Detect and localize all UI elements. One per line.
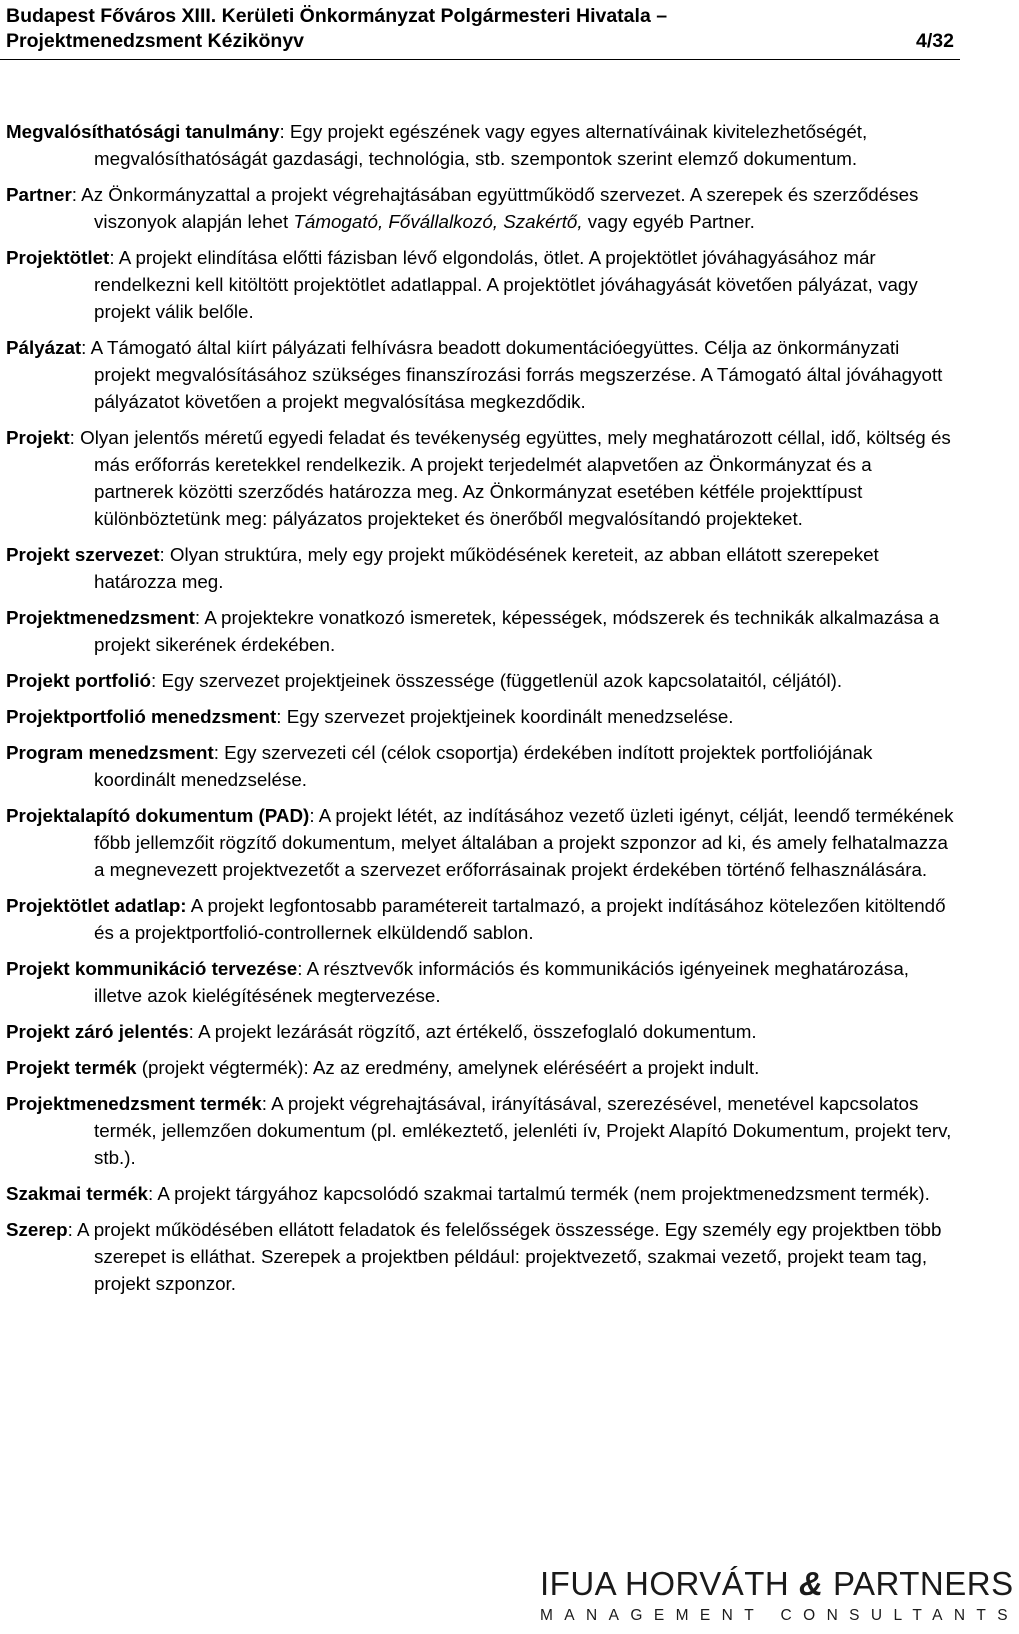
logo-wordmark: [540, 1565, 1014, 1602]
header-divider: [0, 59, 960, 60]
term-separator: :: [297, 958, 307, 979]
logo-tagline: MANAGEMENT CONSULTANTS: [540, 1607, 1019, 1624]
glossary-definition: A projekt létét, az indításához vezető üzleti igényt, célját, leendő termékének főbb jellemzőit rögzítő dokumentum, melyet általában a projekt szponzor ad ki, és amely felhatalmazza a megnevezett projektvezetőt a szervezet erőforrásainak projekt érdekében történő felhasználására.: [94, 805, 954, 880]
term-separator: :: [213, 742, 225, 763]
glossary-entry: [6, 1180, 956, 1207]
glossary-definition: A Támogató által kiírt pályázati felhívásra beadott dokumentációegyüttes. Célja az önkormányzati projekt megvalósításához szükséges finanszírozási forrás megszerzése. A Támogató által jóváhagyott pályázatot követően a projekt megvalósítása megkezdődik.: [90, 337, 943, 412]
glossary-term: Projekt szervezet: [6, 544, 160, 565]
glossary-term: Projekt kommunikáció tervezése: [6, 958, 298, 979]
glossary-term: Projektalapító dokumentum (PAD): [6, 805, 310, 826]
term-separator: :: [71, 184, 82, 205]
glossary-definition: A projekt lezárását rögzítő, azt értékelő, összefoglaló dokumentum.: [198, 1021, 757, 1042]
glossary-entry: [6, 703, 956, 730]
glossary-entry: [6, 1216, 956, 1297]
glossary-term: Szakmai termék: [6, 1183, 148, 1204]
header-line2: [6, 29, 954, 54]
glossary-entry: [6, 541, 956, 595]
term-separator: :: [276, 706, 287, 727]
glossary-definition: Olyan jelentős méretű egyedi feladat és tevékenység együttes, mely meghatározott céllal, idő, költség és más erőforrás keretekkel rendelkezik. A projekt terjedelmét alapvetően az Önkormányzat és a partnerek közötti szerződés határozza meg. Az Önkormányzat esetében kétféle projekttípust különböztetünk meg: pályázatos projekteket és önerőből megvalósítandó projekteket.: [80, 427, 951, 529]
page-header: [6, 4, 954, 54]
glossary-term: Projekt záró jelentés: [6, 1021, 189, 1042]
header-title-line1: Budapest Főváros XIII. Kerületi Önkormányzat Polgármesteri Hivatala –: [6, 5, 668, 27]
glossary-entry: [6, 667, 956, 694]
logo-name-b: PARTNERS: [823, 1565, 1014, 1602]
glossary-definition: A projekt tárgyához kapcsolódó szakmai tartalmú termék (nem projektmenedzsment termék).: [157, 1183, 930, 1204]
term-separator: :: [81, 337, 91, 358]
glossary-term: Projekt: [6, 427, 70, 448]
glossary-definition: A projekt legfontosabb paramétereit tartalmazó, a projekt indításához kötelezően kitöltendő és a projektportfolió-controllernek elküldendő sablon.: [94, 895, 946, 943]
glossary-content: [6, 118, 956, 1306]
glossary-definition: A projekt elindítása előtti fázisban lévő elgondolás, ötlet. A projektötlet jóváhagyásához már rendelkezni kell kitöltött projektötlet adatlappal. A projektötlet jóváhagyását követően pályázat, vagy projekt válik belőle.: [94, 247, 918, 322]
glossary-entry: [6, 181, 956, 235]
glossary-entry: [6, 244, 956, 325]
glossary-definition: Egy szervezeti cél (célok csoportja) érdekében indított projektek portfoliójának koordinált menedzselése.: [94, 742, 873, 790]
glossary-term: Szerep: [6, 1219, 68, 1240]
term-separator: :: [279, 121, 290, 142]
glossary-definition: A projekt végrehajtásával, irányításával, szerezésével, menetével kapcsolatos termék, jellemzően dokumentum (pl. emlékeztető, jelenléti ív, Projekt Alapító Dokumentum, projekt terv, stb.).: [94, 1093, 952, 1168]
glossary-definition: A projektekre vonatkozó ismeretek, képességek, módszerek és technikák alkalmazása a projekt sikerének érdekében.: [94, 607, 940, 655]
glossary-term: Program menedzsment: [6, 742, 214, 763]
glossary-definition: Egy szervezet projektjeinek összessége (függetlenül azok kapcsolataitól, céljától).: [161, 670, 843, 691]
term-separator: :: [194, 607, 205, 628]
logo-ampersand: &: [798, 1565, 824, 1602]
glossary-entry: [6, 424, 956, 532]
glossary-definition: Az Önkormányzattal a projekt végrehajtásában együttműködő szervezet. A szerepek és szerződéses viszonyok alapján lehet: [81, 184, 919, 232]
glossary-entry: [6, 1018, 956, 1045]
glossary-emphasis: Támogató, Fővállalkozó, Szakértő,: [293, 211, 583, 232]
term-separator: :: [159, 544, 170, 565]
glossary-entry: [6, 955, 956, 1009]
glossary-entry: [6, 334, 956, 415]
glossary-term: Projekt termék: [6, 1057, 137, 1078]
glossary-definition: (projekt végtermék): Az az eredmény, amelynek eléréséért a projekt indult.: [141, 1057, 760, 1078]
glossary-term: Projektportfolió menedzsment: [6, 706, 277, 727]
glossary-definition: vagy egyéb Partner.: [582, 211, 755, 232]
glossary-definition: Egy projekt egészének vagy egyes alternatíváinak kivitelezhetőségét, megvalósíthatóságát gazdasági, technológia, stb. szempontok szerint elemző dokumentum.: [94, 121, 868, 169]
glossary-term: Megvalósíthatósági tanulmány: [6, 121, 280, 142]
glossary-term: Pályázat: [6, 337, 82, 358]
glossary-term: Projekt portfolió: [6, 670, 152, 691]
company-logo: [540, 1565, 1019, 1627]
page-number: 4/32: [916, 30, 954, 52]
glossary-definition: Egy szervezet projektjeinek koordinált menedzselése.: [286, 706, 734, 727]
term-separator: :: [261, 1093, 272, 1114]
glossary-definition: Olyan struktúra, mely egy projekt működésének kereteit, az abban ellátott szerepeket határozza meg.: [94, 544, 879, 592]
term-separator: :: [109, 247, 119, 268]
glossary-entry: [6, 802, 956, 883]
glossary-term: Projektötlet adatlap:: [6, 895, 187, 916]
glossary-definition: A projekt működésében ellátott feladatok és felelősségek összessége. Egy személy egy projektben több szerepet is elláthat. Szerepek a projektben például: projektvezető, szakmai vezető, projekt team tag, projekt szponzor.: [77, 1219, 942, 1294]
term-separator: :: [151, 670, 162, 691]
term-separator: :: [188, 1021, 199, 1042]
term-separator: :: [67, 1219, 77, 1240]
term-separator: :: [148, 1183, 158, 1204]
glossary-entry: [6, 118, 956, 172]
glossary-term: Projektmenedzsment termék: [6, 1093, 262, 1114]
term-separator: :: [309, 805, 319, 826]
glossary-entry: [6, 1090, 956, 1171]
glossary-definition: A résztvevők információs és kommunikációs igényeinek meghatározása, illetve azok kielégítésének megtervezése.: [94, 958, 909, 1006]
glossary-term: Partner: [6, 184, 72, 205]
glossary-term: Projektötlet: [6, 247, 110, 268]
glossary-entry: [6, 739, 956, 793]
glossary-entry: [6, 1054, 956, 1081]
glossary-entry: [6, 604, 956, 658]
glossary-entry: [6, 892, 956, 946]
header-title-line2: Projektmenedzsment Kézikönyv: [6, 30, 305, 52]
term-separator: :: [69, 427, 81, 448]
glossary-term: Projektmenedzsment: [6, 607, 195, 628]
logo-name-a: IFUA HORVÁTH: [540, 1565, 799, 1602]
